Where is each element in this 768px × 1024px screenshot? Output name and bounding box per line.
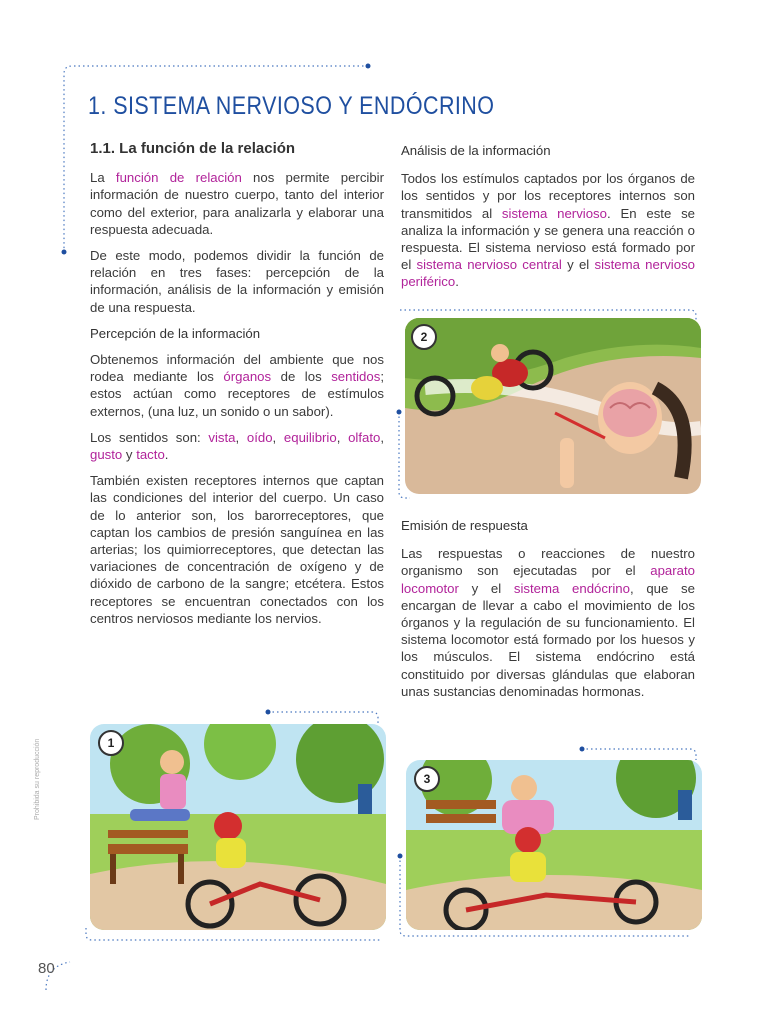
term-equilibrio: equilibrio (283, 429, 337, 445)
page-number: 80 (38, 960, 55, 977)
paragraph-analisis: Todos los estímulos captados por los órganos de los sentidos y por los receptores internos son transmitidos al sistema nervioso. En este se analiza la información y se genera una reacción o respuesta. El sistema nervioso está formado por el sistema nervioso central y el sistema nervioso periférico. (401, 171, 695, 290)
term-gusto: gusto (90, 447, 123, 463)
section-heading: 1.1. La función de la relación (90, 140, 296, 157)
illustration-park-cyclist (90, 724, 386, 930)
figure-1-label: 1 (98, 730, 124, 756)
term-sistema-endocrino: sistema endócrino (513, 580, 630, 596)
paragraph-receptores-internos: También existen receptores internos que captan las condiciones del interior del cuerpo. Un caso de lo anterior son, los barorreceptores, que captan los cambios de presión sanguínea en las arterias; los quimiorreceptores, que detectan las variaciones de concentración de oxígeno y de dióxido de carbono de la sangre; etcétera. Estos receptores se encuentran conectados con los centros nerviosos mediante los nervios. (90, 473, 384, 626)
figure-2-label: 2 (411, 324, 437, 350)
right-column-bottom (401, 517, 695, 709)
term-snp: sistema nervioso periférico (401, 257, 695, 290)
paragraph-sentidos: Los sentidos son: vista, oído, equilibrio, olfato, gusto y tacto. (90, 429, 384, 463)
paragraph-fases: De este modo, podemos dividir la función de relación en tres fases: percepción de la información, análisis de la información y emisión de una respuesta. (90, 248, 384, 315)
illustration-fall-brain (405, 318, 701, 494)
side-note: Prohibida su reproducción (34, 738, 41, 820)
paragraph-percepcion: Obtenemos información del ambiente que nos rodea mediante los órganos de los sentidos; estos actúan como receptores de estímulos externos, (una luz, un sonido o un sabor). (90, 352, 384, 419)
subheading-percepcion: Percepción de la información (90, 325, 261, 341)
term-funcion-relacion: función de relación (115, 170, 242, 186)
subheading-analisis: Análisis de la información (401, 143, 551, 158)
term-organos: órganos (223, 369, 272, 385)
right-column-top (401, 142, 695, 300)
term-oido: oído (246, 429, 273, 445)
term-sentidos: sentidos (331, 369, 381, 385)
term-tacto: tacto (136, 447, 165, 463)
subheading-emision: Emisión de respuesta (401, 518, 528, 533)
term-snc: sistema nervioso central (416, 257, 562, 273)
term-vista: vista (208, 429, 236, 445)
term-olfato: olfato (348, 429, 381, 445)
paragraph-funcion-relacion: La función de relación nos permite percibir información de nuestro cuerpo, tanto del interior como del exterior, para analizarla y elaborar una respuesta adecuada. (90, 170, 385, 237)
paragraph-emision: Las respuestas o reacciones de nuestro organismo son ejecutadas por el aparato locomotor y el sistema endócrino, que se encargan de llevar a cabo el movimiento de los órganos y la regulación de su funcionamiento. El sistema locomotor está formado por los huesos y los músculos. El sistema endócrino está constituido por diversas glándulas que elaboran unas sustancias denominadas hormonas. (401, 546, 695, 699)
left-column (90, 140, 384, 636)
page-title: 1. SISTEMA NERVIOSO Y ENDÓCRINO (88, 92, 495, 120)
term-aparato-locomotor: aparato locomotor (401, 563, 695, 596)
term-sistema-nervioso: sistema nervioso (501, 205, 607, 221)
figure-3-label: 3 (414, 766, 440, 792)
illustration-help-cyclist (406, 760, 702, 930)
